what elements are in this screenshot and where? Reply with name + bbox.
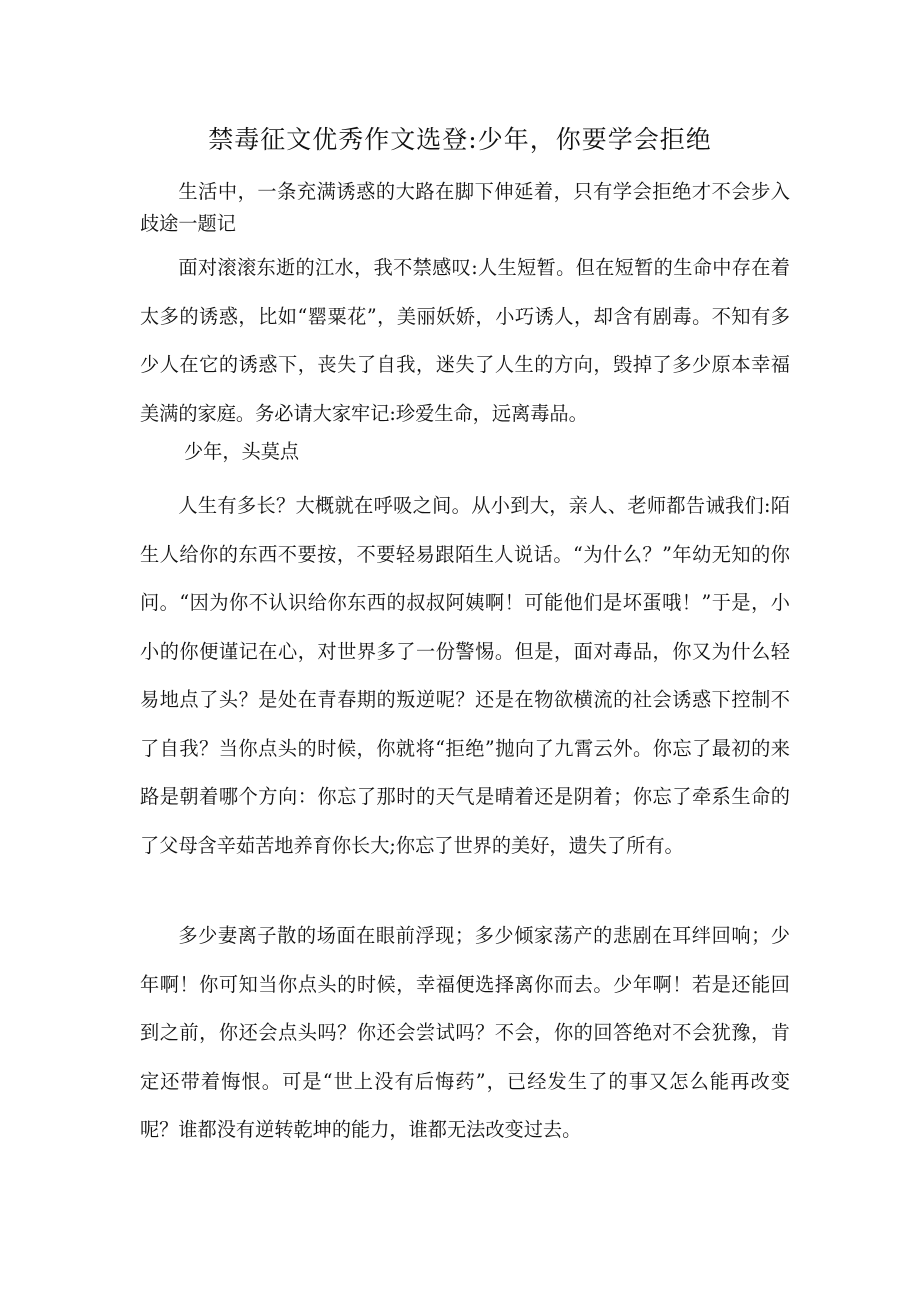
epigraph: 生活中，一条充满诱惑的大路在脚下伸延着，只有学会拒绝才不会步入歧途一题记 (140, 180, 790, 235)
paragraph-3: 多少妻离子散的场面在眼前浮现；多少倾家荡产的悲剧在耳绊回响；少年啊！你可知当你点头的时候，幸福便选择离你而去。少年啊！若是还能回到之前，你还会点头吗？你还会尝试吗？不会，你的回答绝对不会犹豫，肯定还带着悔恨。可是“世上没有后悔药”，已经发生了的事又怎么能再改变呢？谁都没有逆转乾坤的能力，谁都无法改变过去。 (140, 924, 790, 1141)
paragraph-2: 人生有多长？大概就在呼吸之间。从小到大，亲人、老师都告诫我们:陌生人给你的东西不要按，不要轻易跟陌生人说话。“为什么？”年幼无知的你问。“因为你不认识给你东西的叔叔阿姨啊！可能他们是坏蛋哦！”于是，小小的你便谨记在心，对世界多了一份警惕。但是，面对毒品，你又为什么轻易地点了头？是处在青春期的叛逆呢？还是在物欲横流的社会诱惑下控制不了自我？当你点头的时候，你就将“拒绝”抛向了九霄云外。你忘了最初的来路是朝着哪个方向：你忘了那时的天气是晴着还是阴着；你忘了牵系生命的了父母含辛茹苦地养育你长大;你忘了世界的美好，遗失了所有。 (140, 494, 790, 857)
paragraph-1: 面对滚滚东逝的江水，我不禁感叹:人生短暂。但在短暂的生命中存在着太多的诱惑，比如“罂粟花”，美丽妖娇，小巧诱人，却含有剧毒。不知有多少人在它的诱惑下，丧失了自我，迷失了人生的方向，毁掉了多少原本幸福美满的家庭。务必请大家牢记:珍爱生命，远离毒品。 (140, 256, 790, 425)
section-heading: 少年，头莫点 (184, 440, 300, 463)
document-title: 禁毒征文优秀作文选登:少年，你要学会拒绝 (208, 125, 712, 154)
